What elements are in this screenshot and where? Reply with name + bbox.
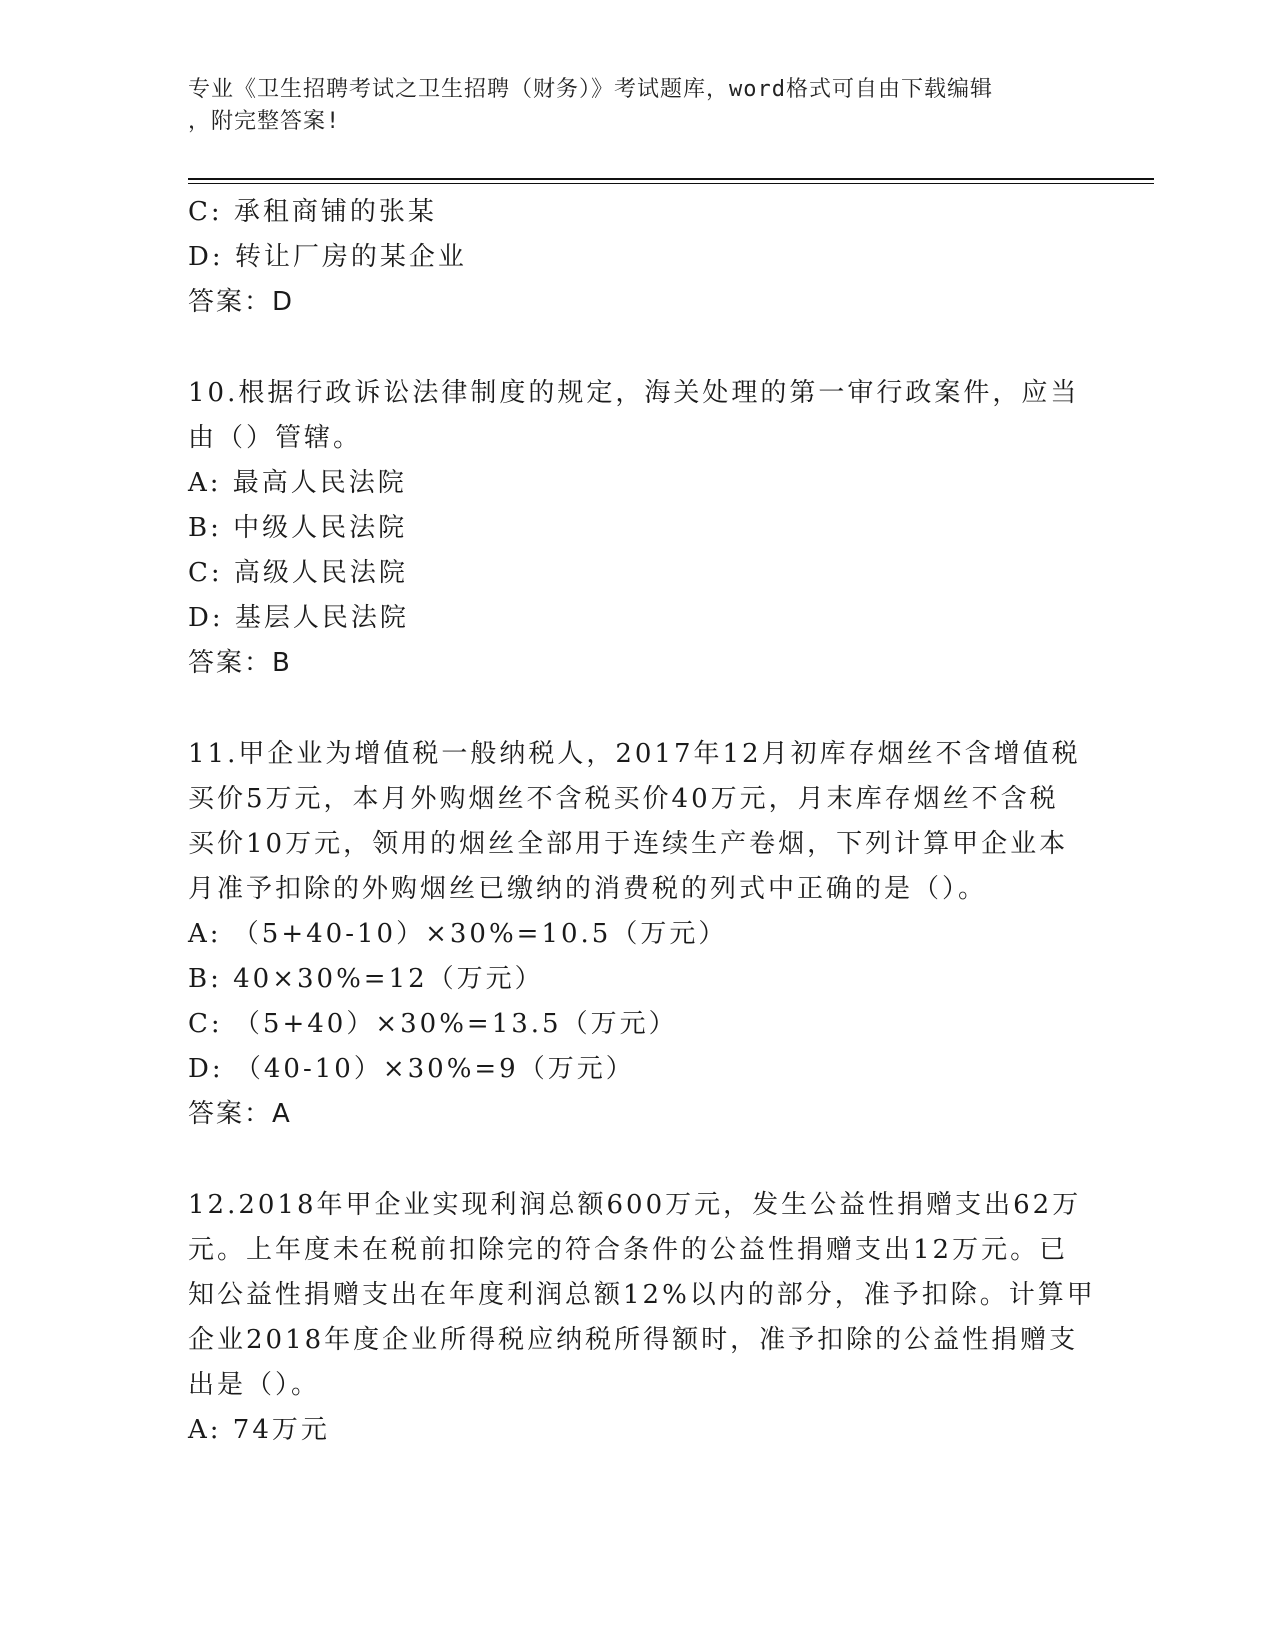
question-text-line: 元。上年度未在税前扣除完的符合条件的公益性捐赠支出12万元。已	[188, 1235, 1069, 1265]
question-text-line: 10.根据行政诉讼法律制度的规定，海关处理的第一审行政案件，应当	[188, 378, 1080, 408]
spacer	[188, 686, 1078, 732]
spacer	[188, 1137, 1078, 1183]
option-c: C: 承租商铺的张某	[188, 197, 437, 227]
answer-line: 答案：D	[188, 287, 295, 317]
header-line-1: 专业《卫生招聘考试之卫生招聘（财务）》考试题库，word格式可自由下载编辑	[188, 77, 993, 102]
question-text-line: 买价5万元，本月外购烟丝不含税买价40万元，月末库存烟丝不含税	[188, 784, 1059, 814]
page-header	[188, 74, 1068, 138]
question-text-line: 出是（）。	[188, 1370, 321, 1400]
question-content	[188, 190, 1096, 1453]
option-c: C: （5+40）×30%=13.5（万元）	[188, 1009, 678, 1039]
header-divider-thin	[188, 183, 1154, 184]
question-text-line: 买价10万元，领用的烟丝全部用于连续生产卷烟，下列计算甲企业本	[188, 829, 1069, 859]
question-10-block	[188, 371, 1078, 686]
question-text-line: 知公益性捐赠支出在年度利润总额12%以内的部分，准予扣除。计算甲	[188, 1280, 1096, 1310]
answer-line: 答案：B	[188, 648, 292, 678]
option-c: C: 高级人民法院	[188, 558, 408, 588]
option-d: D: （40-10）×30%=9（万元）	[188, 1054, 635, 1084]
answer-line: 答案：A	[188, 1099, 292, 1129]
option-b: B: 40×30%=12（万元）	[188, 964, 544, 994]
question-text-line: 由（）管辖。	[188, 423, 363, 453]
question-text-line: 月准予扣除的外购烟丝已缴纳的消费税的列式中正确的是（）。	[188, 874, 988, 904]
option-b: B: 中级人民法院	[188, 513, 408, 543]
header-line-2: ，附完整答案!	[188, 109, 341, 134]
question-text-line: 11.甲企业为增值税一般纳税人，2017年12月初库存烟丝不含增值税	[188, 739, 1081, 769]
option-d: D: 基层人民法院	[188, 603, 409, 633]
option-d: D: 转让厂房的某企业	[188, 242, 467, 272]
option-a: A: 最高人民法院	[188, 468, 407, 498]
option-a: A: （5+40-10）×30%=10.5（万元）	[188, 919, 728, 949]
question-12-block	[188, 1183, 1096, 1453]
option-a: A: 74万元	[188, 1415, 330, 1445]
question-text-line: 12.2018年甲企业实现利润总额600万元，发生公益性捐赠支出62万	[188, 1190, 1082, 1220]
header-divider-thick	[188, 178, 1154, 180]
spacer	[188, 325, 1078, 371]
question-text-line: 企业2018年度企业所得税应纳税所得额时，准予扣除的公益性捐赠支	[188, 1325, 1079, 1355]
question-9-block	[188, 190, 1078, 325]
question-11-block	[188, 732, 1081, 1137]
